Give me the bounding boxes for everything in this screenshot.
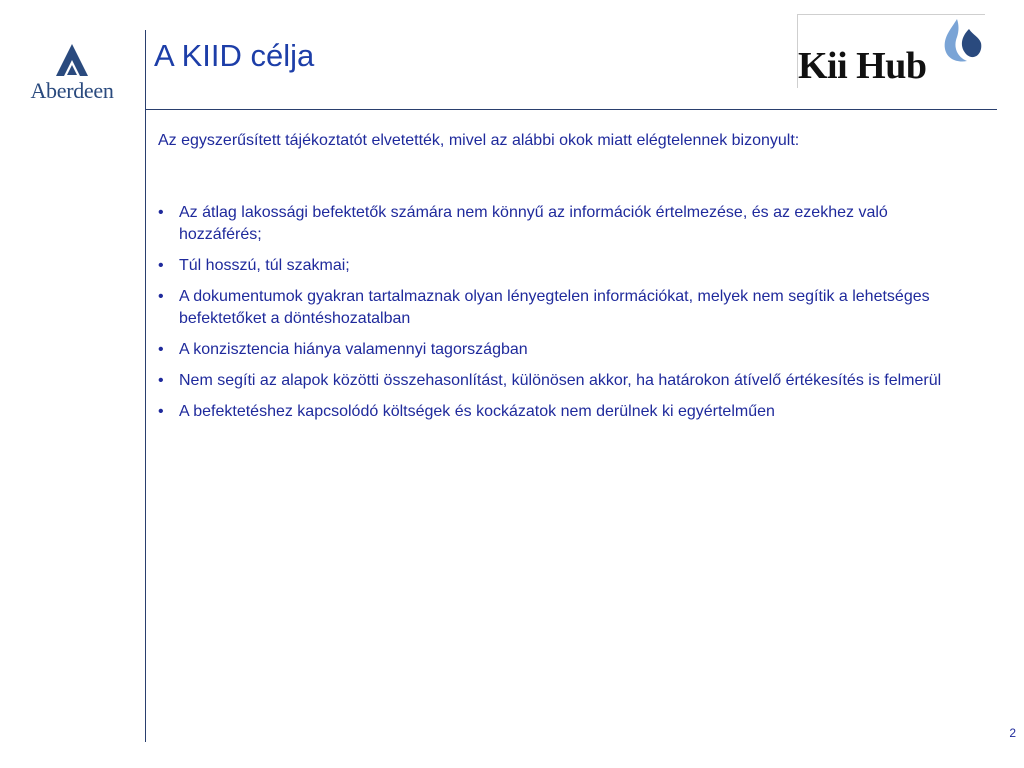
- list-item-text: Túl hosszú, túl szakmai;: [179, 257, 350, 274]
- bullet-icon: •: [158, 288, 164, 305]
- kii-hub-logo-text: Kii Hub: [798, 45, 927, 87]
- aberdeen-logo: [22, 42, 122, 104]
- list-item-text: Az átlag lakossági befektetők számára nem könnyű az információk értelmezése, és az ezekhez való hozzáférés;: [179, 204, 888, 243]
- aberdeen-triangle-icon: [22, 42, 122, 78]
- left-divider-line: [145, 30, 146, 742]
- reasons-list: [158, 202, 958, 432]
- list-item-text: A befektetéshez kapcsolódó költségek és kockázatok nem derülnek ki egyértelműen: [179, 403, 775, 420]
- page-number: 2: [1009, 726, 1016, 740]
- kii-hub-drop-icon: [941, 17, 985, 67]
- list-item-text: Nem segíti az alapok közötti összehasonlítást, különösen akkor, ha határokon átívelő értékesítés is felmerül: [179, 372, 942, 389]
- header-divider-line: [145, 109, 997, 110]
- list-item: [158, 286, 958, 330]
- bullet-icon: •: [158, 372, 164, 389]
- bullet-icon: •: [158, 341, 164, 358]
- kii-hub-logo: [797, 14, 985, 88]
- list-item: [158, 202, 958, 246]
- list-item: [158, 339, 958, 361]
- list-item: [158, 255, 958, 277]
- intro-text: Az egyszerűsített tájékoztatót elvetették, mivel az alábbi okok miatt elégtelennek bizonyult:: [158, 132, 800, 149]
- list-item-text: A konzisztencia hiánya valamennyi tagországban: [179, 341, 528, 358]
- bullet-icon: •: [158, 403, 164, 420]
- aberdeen-logo-text: Aberdeen: [30, 78, 114, 103]
- bullet-icon: •: [158, 257, 164, 274]
- slide-title: A KIID célja: [154, 38, 315, 73]
- bullet-icon: •: [158, 204, 164, 221]
- list-item: [158, 370, 958, 392]
- list-item: [158, 401, 958, 423]
- list-item-text: A dokumentumok gyakran tartalmaznak olyan lényegtelen információkat, melyek nem segítik a lehetséges befektetőket a döntéshozatalban: [179, 288, 930, 327]
